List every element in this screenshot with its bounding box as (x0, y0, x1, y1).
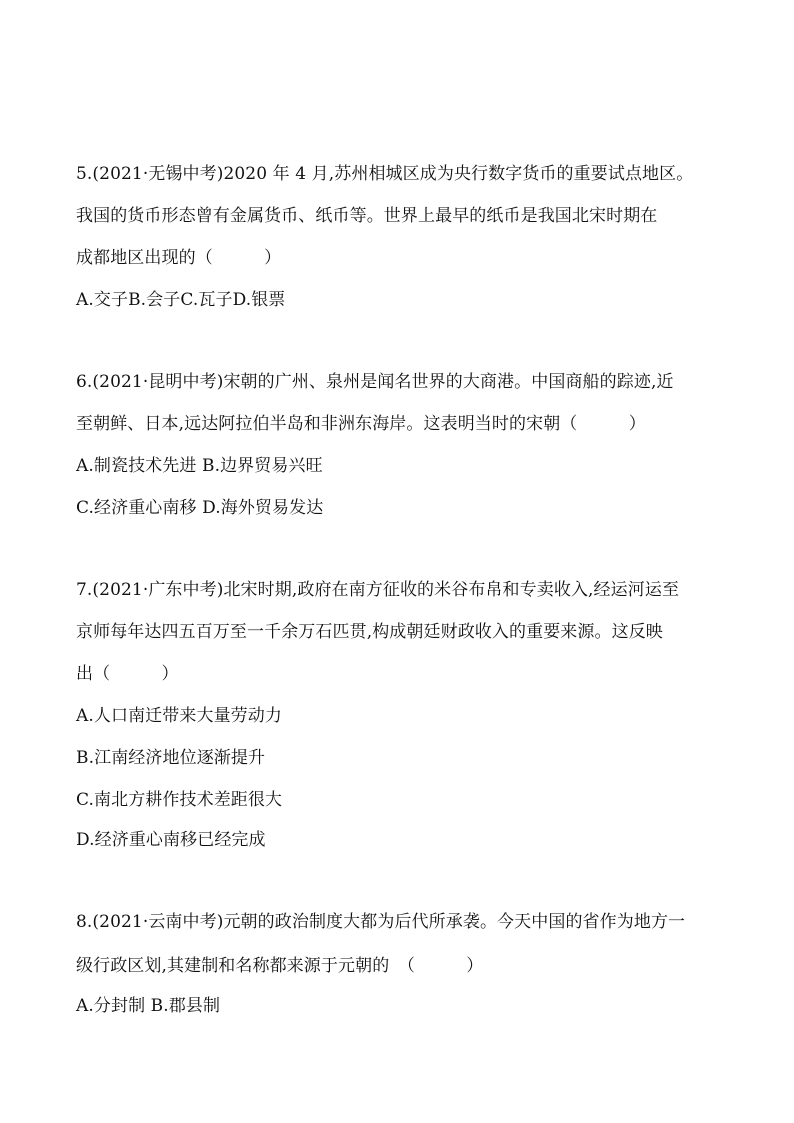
question-8-stem-line-1: 8.(2021·云南中考)元朝的政治制度大都为后代所承袭。今天中国的省作为地方一 (76, 912, 686, 932)
question-8-options: A.分封制 B.郡县制 (76, 996, 221, 1016)
question-7-stem-line-2: 京师每年达四五百万至一千余万石匹贯,构成朝廷财政收入的重要来源。这反映 (76, 622, 663, 642)
question-6-stem-line-1: 6.(2021·昆明中考)宋朝的广州、泉州是闻名世界的大商港。中国商船的踪迹,近 (76, 372, 674, 392)
question-6-option-line-2: C.经济重心南移 D.海外贸易发达 (76, 498, 324, 518)
question-7-stem-line-1: 7.(2021·广东中考)北宋时期,政府在南方征收的米谷布帛和专卖收入,经运河运至 (76, 580, 680, 600)
question-5-stem-line-1: 5.(2021·无锡中考)2020 年 4 月,苏州相城区成为央行数字货币的重要试点地区。 (76, 164, 694, 184)
question-7-option-c: C.南北方耕作技术差距很大 (76, 790, 283, 810)
question-7-option-b: B.江南经济地位逐渐提升 (76, 748, 266, 768)
question-7-option-a: A.人口南迁带来大量劳动力 (76, 706, 282, 726)
question-5-stem-line-2: 我国的货币形态曾有金属货币、纸币等。世界上最早的纸币是我国北宋时期在 (76, 206, 658, 226)
question-7-stem-line-3: 出（ ） (76, 664, 179, 684)
question-6-option-line-1: A.制瓷技术先进 B.边界贸易兴旺 (76, 456, 323, 476)
question-5-stem-line-3: 成都地区出现的（ ） (76, 248, 282, 268)
question-8-stem-line-2: 级行政区划,其建制和名称都来源于元朝的 （ ） (76, 956, 484, 976)
question-5-options: A.交子B.会子C.瓦子D.银票 (76, 290, 286, 310)
question-7-option-d: D.经济重心南移已经完成 (76, 830, 266, 850)
question-6-stem-line-2: 至朝鲜、日本,远达阿拉伯半岛和非洲东海岸。这表明当时的宋朝（ ） (76, 414, 646, 434)
